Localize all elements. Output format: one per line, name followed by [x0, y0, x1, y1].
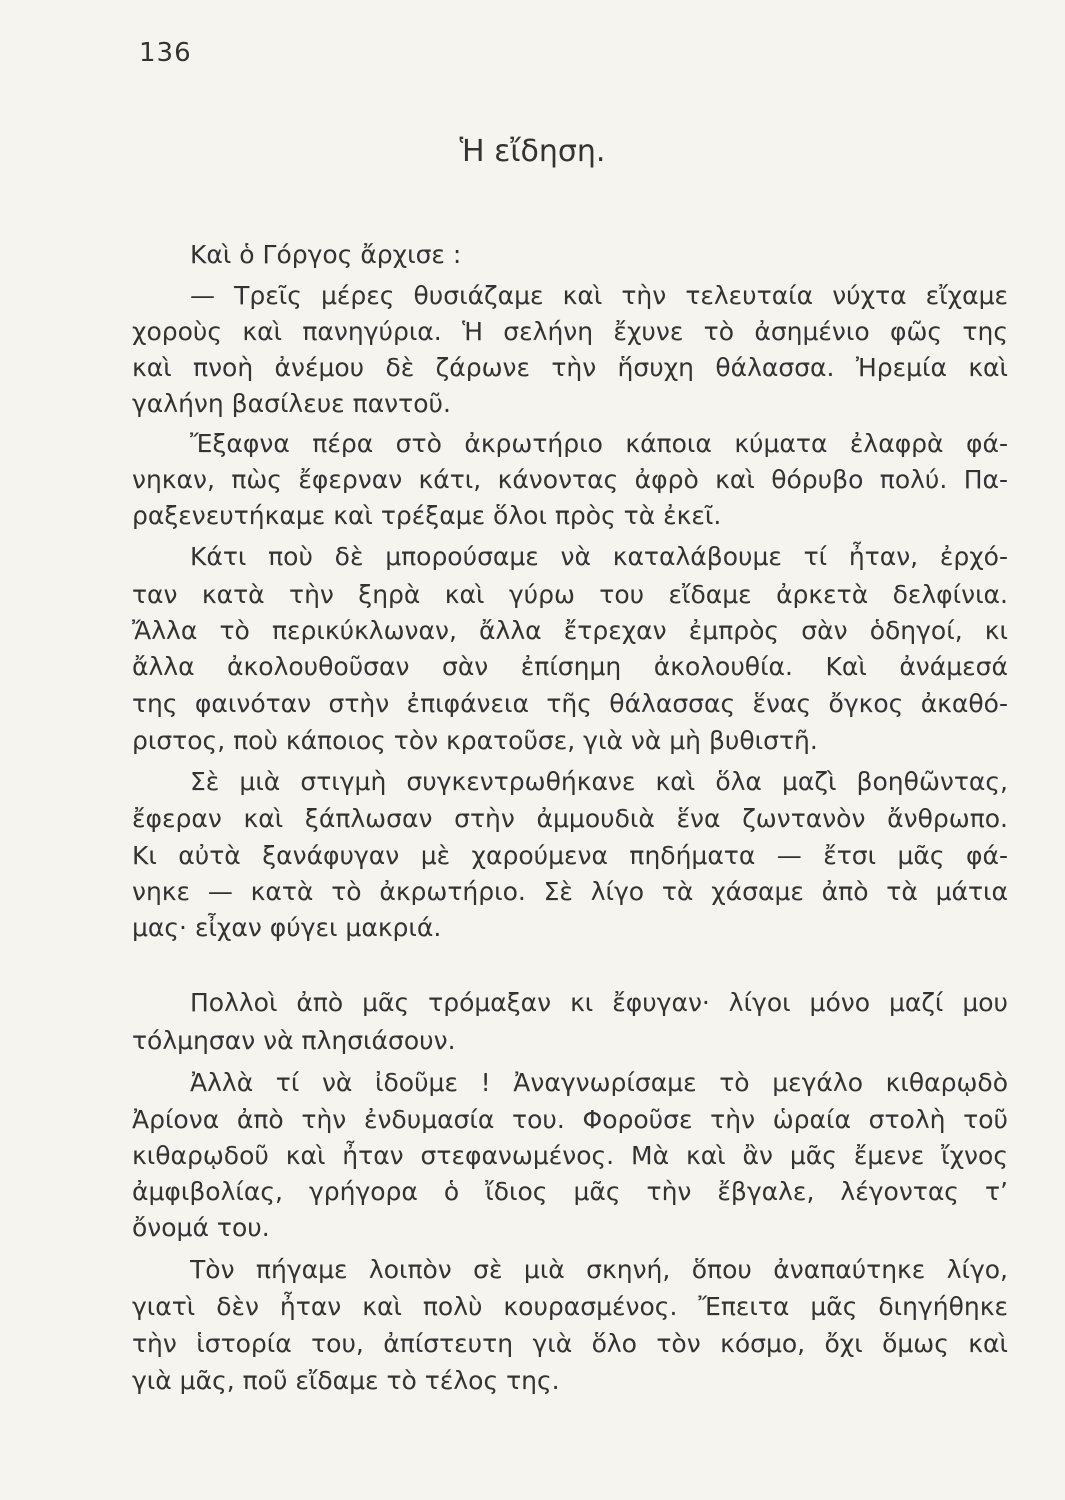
text-line: Κι αὐτὰ ξανάφυγαν μὲ χαρούμενα πηδήματα — ἔτσι μᾶς φά- [132, 841, 1008, 870]
text-line: γαλήνη βασίλευε παντοῦ. [132, 389, 451, 418]
text-line: χοροὺς καὶ πανηγύρια. Ἡ σελήνη ἔχυνε τὸ ἀσημένιο φῶς της [132, 317, 1008, 346]
text-line: ραξενευτήκαμε καὶ τρέξαμε ὅλοι πρὸς τὰ ἐκεῖ. [132, 501, 722, 530]
text-line: Ἀλλὰ τί νὰ ἰδοῦμε ! Ἀναγνωρίσαμε τὸ μεγάλο κιθαρῳδὸ [190, 1068, 1008, 1097]
text-line: ταν κατὰ τὴν ξηρὰ καὶ γύρω του εἴδαμε ἀρκετὰ δελφίνια. [132, 580, 1008, 609]
text-line: ἄλλα ἀκολουθοῦσαν σὰν ἐπίσημη ἀκολουθία. Καὶ ἀνάμεσά [132, 652, 1008, 681]
text-line: ἀμφιβολίας, γρήγορα ὁ ἴδιος μᾶς τὴν ἔβγαλε, λέγοντας τ’ [132, 1177, 1008, 1206]
text-line: ἔφεραν καὶ ξάπλωσαν στὴν ἀμμουδιὰ ἕνα ζωντανὸν ἄνθρωπο. [132, 804, 1008, 833]
text-line: ὄνομά του. [132, 1213, 270, 1242]
text-line: Ἔξαφνα πέρα στὸ ἀκρωτήριο κάποια κύματα ἐλαφρὰ φά- [190, 429, 1008, 458]
chapter-title: Ἡ εἴδηση. [459, 134, 606, 169]
text-line: τὴν ἱστορία του, ἀπίστευτη γιὰ ὅλο τὸν κόσμο, ὄχι ὅμως καὶ [132, 1329, 1008, 1358]
text-line: μας· εἶχαν φύγει μακριά. [132, 913, 442, 942]
text-line: τόλμησαν νὰ πλησιάσουν. [132, 1026, 456, 1055]
text-line: Κάτι ποὺ δὲ μπορούσαμε νὰ καταλάβουμε τί ἦταν, ἐρχό- [190, 542, 1008, 571]
text-line: της φαινόταν στὴν ἐπιφάνεια τῆς θάλασσας ἕνας ὄγκος ἀκαθό- [132, 689, 1008, 718]
text-line: Ἄλλα τὸ περικύκλωναν, ἄλλα ἔτρεχαν ἐμπρὸς σὰν ὁδηγοί, κι [132, 616, 1008, 645]
text-line: ριστος, ποὺ κάποιος τὸν κρατοῦσε, γιὰ νὰ μὴ βυθιστῆ. [132, 726, 818, 755]
text-line: νηκε — κατὰ τὸ ἀκρωτήριο. Σὲ λίγο τὰ χάσαμε ἀπὸ τὰ μάτια [132, 877, 1008, 906]
text-line: Ἀρίονα ἀπὸ τὴν ἐνδυμασία του. Φοροῦσε τὴν ὡραία στολὴ τοῦ [132, 1105, 1008, 1134]
text-line: Πολλοὶ ἀπὸ μᾶς τρόμαξαν κι ἔφυγαν· λίγοι μόνο μαζί μου [190, 988, 1008, 1017]
text-line: Σὲ μιὰ στιγμὴ συγκεντρωθήκανε καὶ ὅλα μαζὶ βοηθῶντας, [190, 767, 1008, 796]
text-line: γιὰ μᾶς, ποῦ εἴδαμε τὸ τέλος της. [132, 1366, 560, 1395]
page-number: 136 [139, 38, 192, 68]
text-line: νηκαν, πὼς ἔφερναν κάτι, κάνοντας ἀφρὸ καὶ θόρυβο πολύ. Πα- [132, 465, 1008, 494]
text-line: κιθαρῳδοῦ καὶ ἦταν στεφανωμένος. Μὰ καὶ ἂν μᾶς ἔμενε ἴχνος [132, 1141, 1008, 1170]
text-line: καὶ πνοὴ ἀνέμου δὲ ζάρωνε τὴν ἥσυχη θάλασσα. Ἠρεμία καὶ [132, 353, 1008, 382]
text-line: — Τρεῖς μέρες θυσιάζαμε καὶ τὴν τελευταία νύχτα εἴχαμε [190, 281, 1008, 310]
text-line: Τὸν πήγαμε λοιπὸν σὲ μιὰ σκηνή, ὅπου ἀναπαύτηκε λίγο, [190, 1255, 1008, 1284]
text-line: γιατὶ δὲν ἦταν καὶ πολὺ κουρασμένος. Ἔπειτα μᾶς διηγήθηκε [132, 1292, 1008, 1321]
text-line: Καὶ ὁ Γόργος ἄρχισε : [190, 240, 462, 269]
